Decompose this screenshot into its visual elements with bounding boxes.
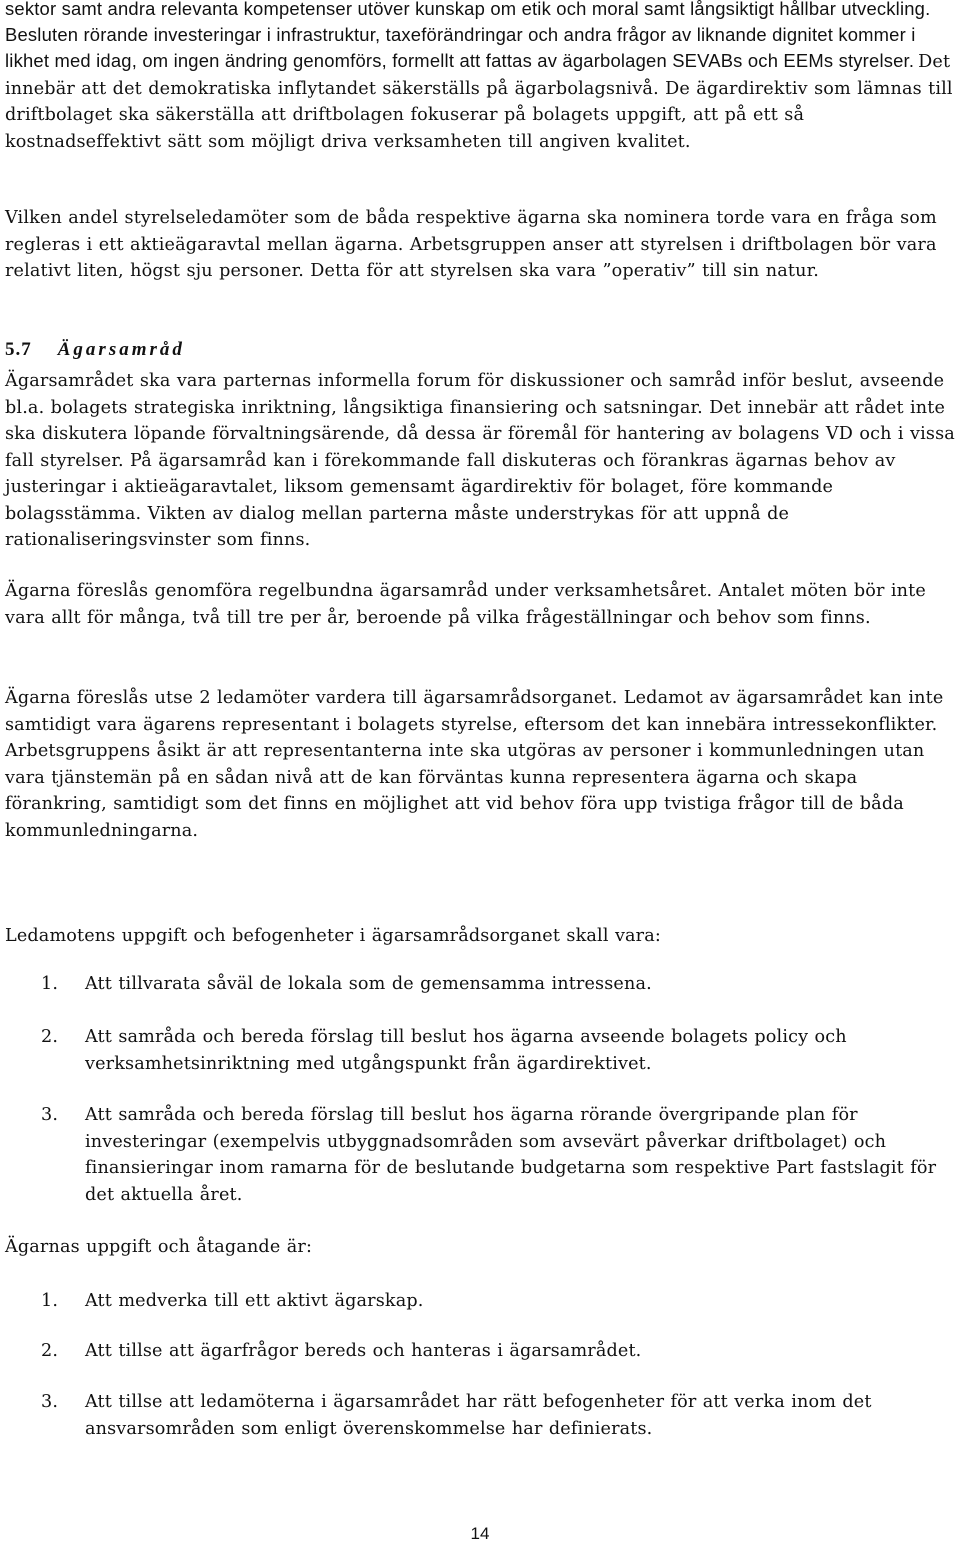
intro-lead-text: sektor samt andra relevanta kompetenser utöver kunskap om etik och moral samt långsiktigt hållbar utveckling. Besluten rörande investeringar i infrastruktur, taxeförändringar och andra frågor av liknande dignitet kommer i likhet med idag, om ingen ändring genomförs, formellt att fattas av ägarbolagen SEVABs och EEMs styrelser. [5,0,931,71]
list-b-item-text: Att tillse att ägarfrågor bereds och hanteras i ägarsamrådet. [85,1341,642,1361]
samrad-paragraph-3: Ägarna föreslås utse 2 ledamöter vardera till ägarsamrådsorganet. Ledamot av ägarsamrådet kan inte samtidigt vara ägarens representant i bolagets styrelse, eftersom det kan innebära intressekonflikter. Arbetsgruppens åsikt är att representanterna inte ska utgöras av personer i kommunledningen utan vara tjänstemän på en sådan nivå att de kan förväntas kunna representera ägarna och skapa förankring, samtidigt som det finns en möjlighet att vid behov föra upp tvistiga frågor till de båda kommunledningarna. [5,688,944,841]
list-b-item-number: 3. [41,1392,59,1412]
intro-rest-text: Det innebär att det demokratiska inflytandet säkerställs på ägarbolagsnivå. De ägardirektiv som lämnas till driftbolaget ska säkerställa att driftbolagen fokuserar på bolagets uppgift, att på ett så kostnadseffektivt sätt som möjligt driva verksamheten till angiven kvalitet. [5,52,953,152]
list-a-item [41,1024,941,1077]
list-b-item-number: 1. [41,1291,59,1311]
section-number: 5.7 [5,339,32,360]
list-b-item [41,1288,941,1315]
list-a-item-number: 2. [41,1027,59,1047]
list-b-intro: Ägarnas uppgift och åtagande är: [5,1237,313,1257]
list-b-item [41,1338,941,1365]
list-a-item [41,1102,941,1208]
list-a-item-text: Att tillvarata såväl de lokala som de gemensamma intressena. [85,974,652,994]
list-b-item-number: 2. [41,1341,59,1361]
list-a-item-text: Att samråda och bereda förslag till beslut hos ägarna rörande övergripande plan för investeringar (exempelvis utbyggnadsområden som avsevärt påverkar driftbolaget) och finansieringar inom ramarna för de beslutande budgetarna som respektive Part fastslagit för det aktuella året. [85,1105,937,1205]
page-number: 14 [470,1524,490,1543]
section-heading [5,339,185,361]
list-a-item-number: 1. [41,974,59,994]
list-a-item-text: Att samråda och bereda förslag till beslut hos ägarna avseende bolagets policy och verksamhetsinriktning med utgångspunkt från ägardirektivet. [85,1027,847,1074]
list-b-item-text: Att medverka till ett aktivt ägarskap. [85,1291,424,1311]
intro-paragraph [5,0,957,155]
section-title: Ägarsamråd [57,339,185,360]
list-a-intro: Ledamotens uppgift och befogenheter i ägarsamrådsorganet skall vara: [5,926,661,946]
list-b-item [41,1389,941,1442]
list-a-item [41,971,941,998]
list-a-item-number: 3. [41,1105,59,1125]
list-b-item-text: Att tillse att ledamöterna i ägarsamrådet har rätt befogenheter för att verka inom det ansvarsområden som enligt överenskommelse har definierats. [85,1392,872,1439]
samrad-paragraph-1: Ägarsamrådet ska vara parternas informella forum för diskussioner och samråd inför beslut, avseende bl.a. bolagets strategiska inriktning, långsiktiga finansiering och satsningar. Det innebär att rådet inte ska diskutera löpande förvaltningsärende, då dessa är föremål för hantering av bolagens VD och i vissa fall styrelser. På ägarsamråd kan i förekommande fall diskuteras och förankras ägarnas behov av justeringar i aktieägaravtalet, liksom gemensamt ägardirektiv för bolaget, före kommande bolagsstämma. Vikten av dialog mellan parterna måste understrykas för att uppnå de rationaliseringsvinster som finns. [5,371,955,550]
board-paragraph: Vilken andel styrelseledamöter som de båda respektive ägarna ska nominera torde vara en fråga som regleras i ett aktieägaravtal mellan ägarna. Arbetsgruppen anser att styrelsen i driftbolagen bör vara relativt liten, högst sju personer. Detta för att styrelsen ska vara ”operativ” till sin natur. [5,208,937,281]
samrad-paragraph-2: Ägarna föreslås genomföra regelbundna ägarsamråd under verksamhetsåret. Antalet möten bör inte vara allt för många, två till tre per år, beroende på vilka frågeställningar och behov som finns. [5,581,926,628]
